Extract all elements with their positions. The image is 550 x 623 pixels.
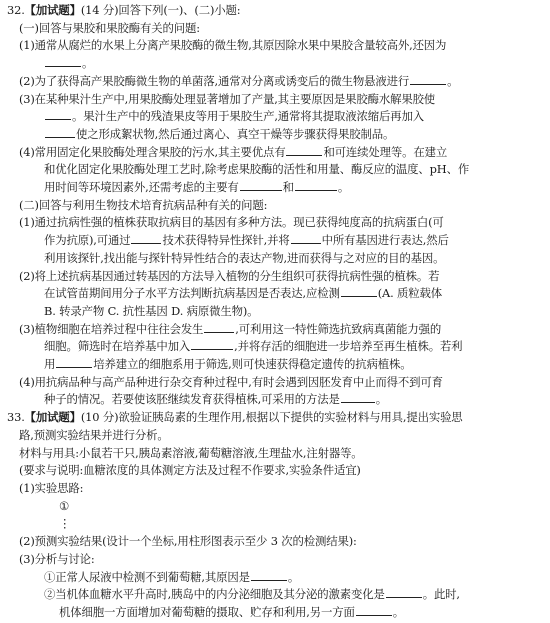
answer-blank[interactable]	[240, 179, 282, 191]
q32-part1-item3-cont1: 。果汁生产中的残渣果皮等用于果胶生产,通常将其提取液浓缩后再加入	[7, 108, 544, 126]
answer-blank[interactable]	[410, 73, 446, 85]
answer-blank[interactable]	[341, 285, 377, 297]
q32-intro: (14 分)回答下列(一)、(二)小题:	[80, 3, 241, 17]
answer-blank[interactable]	[56, 356, 92, 368]
q32-part1-item2: (2)为了获得高产果胶酶微生物的单菌落,通常对分离或诱变后的微生物悬液进行 。	[19, 73, 459, 88]
q33-heading	[7, 409, 544, 427]
answer-blank[interactable]	[341, 391, 375, 403]
q33-item1-ellipsis: ⋮	[59, 516, 71, 531]
q33-intro: (10 分)欲验证胰岛素的生理作用,根据以下提供的实验材料与用具,提出实验思	[80, 410, 463, 425]
q33-item3: (3)分析与讨论:	[19, 551, 95, 566]
answer-blank[interactable]	[131, 232, 161, 244]
q32-part1-item3: (3)在某种果汁生产中,用果胶酶处理显著增加了产量,其主要原因是果胶酶水解果胶使	[19, 91, 436, 106]
q32-part1-item4: (4)常用固定化果胶酶处理含果胶的污水,其主要优点有 和可连续处理等。在建立	[19, 144, 448, 159]
answer-blank[interactable]	[386, 586, 422, 598]
answer-blank[interactable]	[45, 108, 71, 120]
q32-part2-item1-cont1: 作为抗原),可通过 技术获得特异性探针,并将 中所有基因进行表达,然后	[44, 233, 449, 248]
q32-part2-item2: (2)将上述抗病基因通过转基因的方法导入植物的分生组织可获得抗病性强的植株。若	[19, 268, 440, 283]
q32-part2-item3-cont2: 用 培养建立的细胞系用于筛选,则可快速获得稳定遗传的抗病植株。	[44, 357, 412, 372]
answer-blank[interactable]	[45, 55, 81, 67]
q33-number: 33.	[7, 410, 25, 425]
q33-requirements: (要求与说明:血糖浓度的具体测定方法及过程不作要求,实验条件适宜)	[19, 463, 361, 478]
q32-part1-item4-cont1: 和优化固定化果胶酶处理工艺时,除考虑果胶酶的活性和用量、酶反应的温度、pH、作	[44, 162, 470, 177]
answer-blank[interactable]	[295, 179, 337, 191]
q33-item3-sub2: ②当机体血糖水平升高时,胰岛中的内分泌细胞及其分泌的激素变化是 。此时,	[44, 587, 460, 602]
answer-blank[interactable]	[204, 321, 234, 333]
answer-blank[interactable]	[251, 569, 287, 581]
answer-blank[interactable]	[191, 338, 233, 350]
q33-materials: 材料与用具:小鼠若干只,胰岛素溶液,葡萄糖溶液,生理盐水,注射器等。	[19, 445, 363, 460]
q33-item1: (1)实验思路:	[19, 480, 84, 495]
q32-part2-item3-cont1: 细胞。筛选时在培养基中加入 ,并将存活的细胞进一步培养至再生植株。若利	[44, 339, 463, 354]
q32-part2-item2-options: B. 转录产物 C. 抗性基因 D. 病原微生物)。	[44, 303, 259, 318]
q33-item1-step1: ①	[59, 498, 70, 513]
answer-blank[interactable]	[291, 232, 321, 244]
q32-number: 32.	[7, 3, 25, 17]
q32-part1-item1-cont: 。	[7, 55, 544, 73]
q32-heading	[7, 2, 544, 20]
q33-intro-cont: 路,预测实验结果并进行分析。	[19, 427, 169, 442]
q32-part2-item1-cont2: 利用该探针,找出能与探针特异性结合的表达产物,进而获得与之对应的目的基因。	[44, 250, 445, 265]
q32-part2-item4: (4)用抗病品种与高产品种进行杂交育种过程中,有时会遇到因胚发育中止而得不到可育	[19, 374, 443, 389]
answer-blank[interactable]	[45, 126, 75, 138]
q32-part1-item4-cont2: 用时间等环境因素外,还需考虑的主要有 和 。	[44, 180, 350, 195]
answer-blank[interactable]	[356, 604, 392, 616]
q32-part2-item2-cont1: 在试管苗期间用分子水平方法判断抗病基因是否表达,应检测 (A. 质粒载体	[44, 286, 443, 301]
q33-item3-sub2-cont: 机体细胞一方面增加对葡萄糖的摄取、贮存和利用,另一方面 。	[59, 604, 404, 619]
q32-tag: 【加试题】	[24, 3, 81, 17]
q32-part1-item1: (1)通常从腐烂的水果上分离产果胶酶的微生物,其原因除水果中果胶含量较高外,还因为	[19, 38, 447, 53]
answer-blank[interactable]	[286, 144, 322, 156]
q33-tag: 【加试题】	[24, 410, 81, 425]
q32-part1-title: (一)回答与果胶和果胶酶有关的问题:	[19, 20, 200, 35]
q32-part2-item4-cont: 种子的情况。若要使该胚继续发育获得植株,可采用的方法是 。	[44, 392, 387, 407]
q33-item2: (2)预测实验结果(设计一个坐标,用柱形图表示至少 3 次的检测结果):	[19, 534, 357, 549]
q32-part2-item3: (3)植物细胞在培养过程中往往会发生 ,可利用这一特性筛选抗致病真菌能力强的	[19, 321, 442, 336]
q32-part2-title: (二)回答与利用生物技术培育抗病品种有关的问题:	[19, 197, 268, 212]
q32-part2-item1: (1)通过抗病性强的植株获取抗病目的基因有多种方法。现已获得纯度高的抗病蛋白(可	[19, 215, 444, 230]
q32-part1-item3-cont2: 使之形成絮状物,然后通过离心、真空干燥等步骤获得果胶制品。	[7, 126, 544, 144]
q33-item3-sub1: ①正常人尿液中检测不到葡萄糖,其原因是 。	[44, 569, 300, 584]
